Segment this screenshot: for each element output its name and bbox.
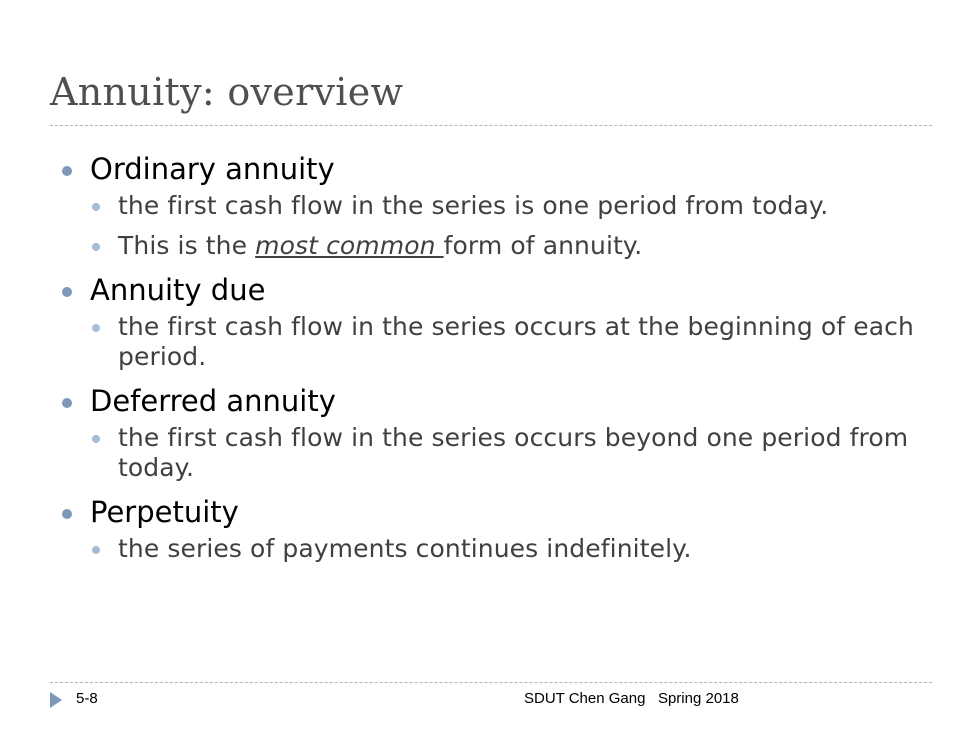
footer-text: SDUT Chen Gang Spring 2018 xyxy=(524,690,739,707)
sub-bullet-text: This is the xyxy=(118,231,256,260)
sub-bullet: the first cash flow in the series is one period from today. xyxy=(90,191,940,221)
footer-divider xyxy=(50,682,932,683)
sub-bullet: the first cash flow in the series occurs beyond one period from today. xyxy=(90,423,940,483)
bullet-perpetuity: Perpetuity xyxy=(60,493,940,531)
sub-bullet: the series of payments continues indefinitely. xyxy=(90,534,940,564)
slide-title: Annuity: overview xyxy=(50,70,404,114)
sub-bullet: the first cash flow in the series occurs at the beginning of each period. xyxy=(90,312,940,372)
title-divider xyxy=(50,125,932,126)
emphasis-text: most common xyxy=(255,231,444,260)
bullet-deferred-annuity: Deferred annuity xyxy=(60,382,940,420)
slide-content xyxy=(60,150,940,574)
bullet-ordinary-annuity: Ordinary annuity xyxy=(60,150,940,188)
slide-number: 5-8 xyxy=(76,690,98,707)
sub-bullet xyxy=(90,231,940,261)
triangle-arrow-icon xyxy=(50,692,62,708)
bullet-annuity-due: Annuity due xyxy=(60,271,940,309)
sub-bullet-text: form of annuity. xyxy=(443,231,643,260)
